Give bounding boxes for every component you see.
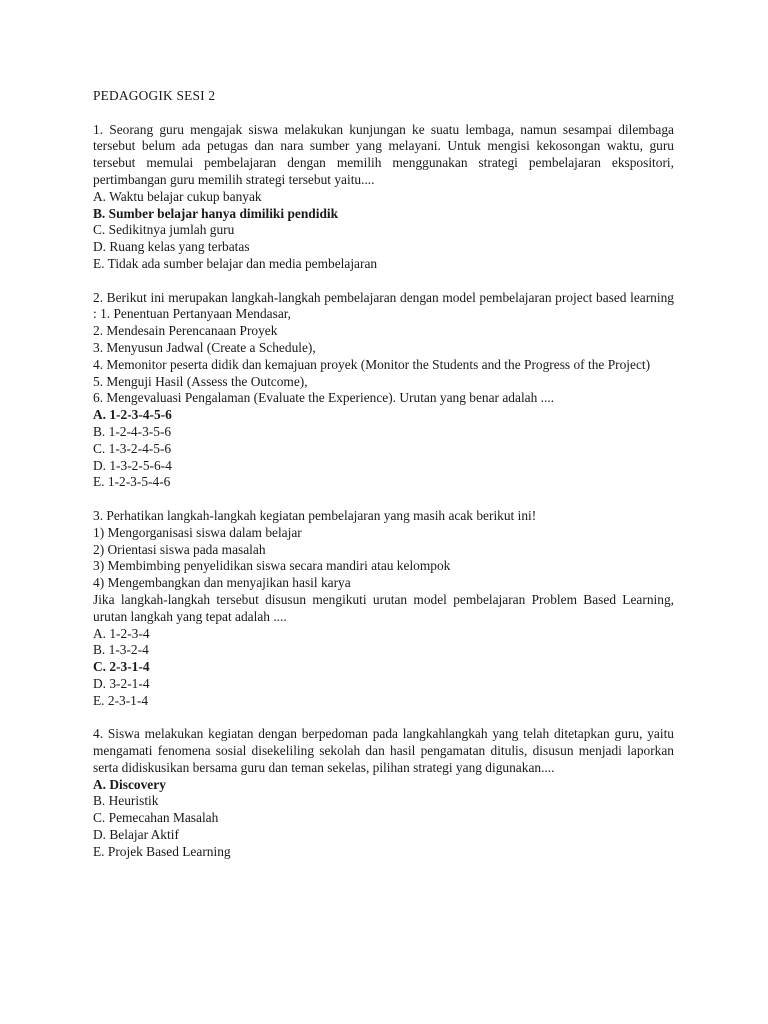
question-stem: 2. Berikut ini merupakan langkah-langkah pembelajaran dengan model pembelajaran project based learning : 1. Penentuan Pertanyaan Mendasar, [93, 289, 674, 322]
answer-option-correct: C. 2-3-1-4 [93, 659, 150, 675]
question-step-item: 3. Menyusun Jadwal (Create a Schedule), [93, 339, 316, 355]
question-step-item: 3) Membimbing penyelidikan siswa secara mandiri atau kelompok [93, 558, 451, 574]
question-list [93, 122, 674, 861]
answer-option: D. 1-3-2-5-6-4 [93, 457, 172, 473]
answer-option-correct: A. Discovery [93, 776, 166, 792]
answer-option: E. 2-3-1-4 [93, 692, 149, 708]
answer-option: E. Tidak ada sumber belajar dan media pembelajaran [93, 255, 378, 271]
answer-option: B. 1-3-2-4 [93, 642, 149, 658]
answer-option: D. Ruang kelas yang terbatas [93, 239, 250, 255]
answer-option: C. Sedikitnya jumlah guru [93, 222, 235, 238]
question-step-item: 4) Mengembangkan dan menyajikan hasil karya [93, 575, 351, 591]
question-1 [93, 122, 674, 273]
answer-option: A. 1-2-3-4 [93, 625, 150, 641]
answer-option: B. Heuristik [93, 793, 159, 809]
question-4 [93, 726, 674, 860]
question-step-item: 4. Memonitor peserta didik dan kemajuan proyek (Monitor the Students and the Progress of the Project) [93, 356, 651, 372]
question-step-item: 2. Mendesain Perencanaan Proyek [93, 323, 278, 339]
answer-option: C. 1-3-2-4-5-6 [93, 440, 172, 456]
question-stem: 1. Seorang guru mengajak siswa melakukan kunjungan ke suatu lembaga, namun sesampai dilembaga tersebut belum ada petugas dan nara sumber yang melayani. Untuk mengisi kekosongan waktu, guru tersebut memulai pembelajaran dengan memilih menggunakan strategi pembelajaran ekspositori, pertimbangan guru memilih strategi tersebut yaitu.... [93, 121, 674, 187]
answer-option: E. Projek Based Learning [93, 843, 231, 859]
question-stem: 4. Siswa melakukan kegiatan dengan berpedoman pada langkahlangkah yang telah ditetapkan guru, yaitu mengamati fenomena sosial disekeliling sekolah dan hasil pengamatan ditulis, disusun menjadi laporkan serta didiskusikan bersama guru dan teman sekelas, pilihan strategi yang digunakan.... [93, 726, 674, 775]
question-step-item: 1) Mengorganisasi siswa dalam belajar [93, 524, 302, 540]
question-3 [93, 508, 674, 710]
question-step-item: 5. Menguji Hasil (Assess the Outcome), [93, 373, 308, 389]
answer-option: D. 3-2-1-4 [93, 675, 150, 691]
answer-option: E. 1-2-3-5-4-6 [93, 474, 171, 490]
question-step-item: 6. Mengevaluasi Pengalaman (Evaluate the Experience). Urutan yang benar adalah .... [93, 390, 555, 406]
question-2 [93, 290, 674, 492]
question-prompt: Jika langkah-langkah tersebut disusun mengikuti urutan model pembelajaran Problem Based Learning, urutan langkah yang tepat adalah .... [93, 591, 674, 624]
answer-option: A. Waktu belajar cukup banyak [93, 188, 262, 204]
answer-option: C. Pemecahan Masalah [93, 810, 219, 826]
answer-option: D. Belajar Aktif [93, 827, 179, 843]
document-page [93, 88, 674, 877]
question-stem: 3. Perhatikan langkah-langkah kegiatan pembelajaran yang masih acak berikut ini! [93, 507, 537, 523]
answer-option-correct: A. 1-2-3-4-5-6 [93, 407, 172, 423]
question-step-item: 2) Orientasi siswa pada masalah [93, 541, 266, 557]
answer-option: B. 1-2-4-3-5-6 [93, 423, 172, 439]
answer-option-correct: B. Sumber belajar hanya dimiliki pendidik [93, 205, 339, 221]
document-title: PEDAGOGIK SESI 2 [93, 88, 216, 103]
